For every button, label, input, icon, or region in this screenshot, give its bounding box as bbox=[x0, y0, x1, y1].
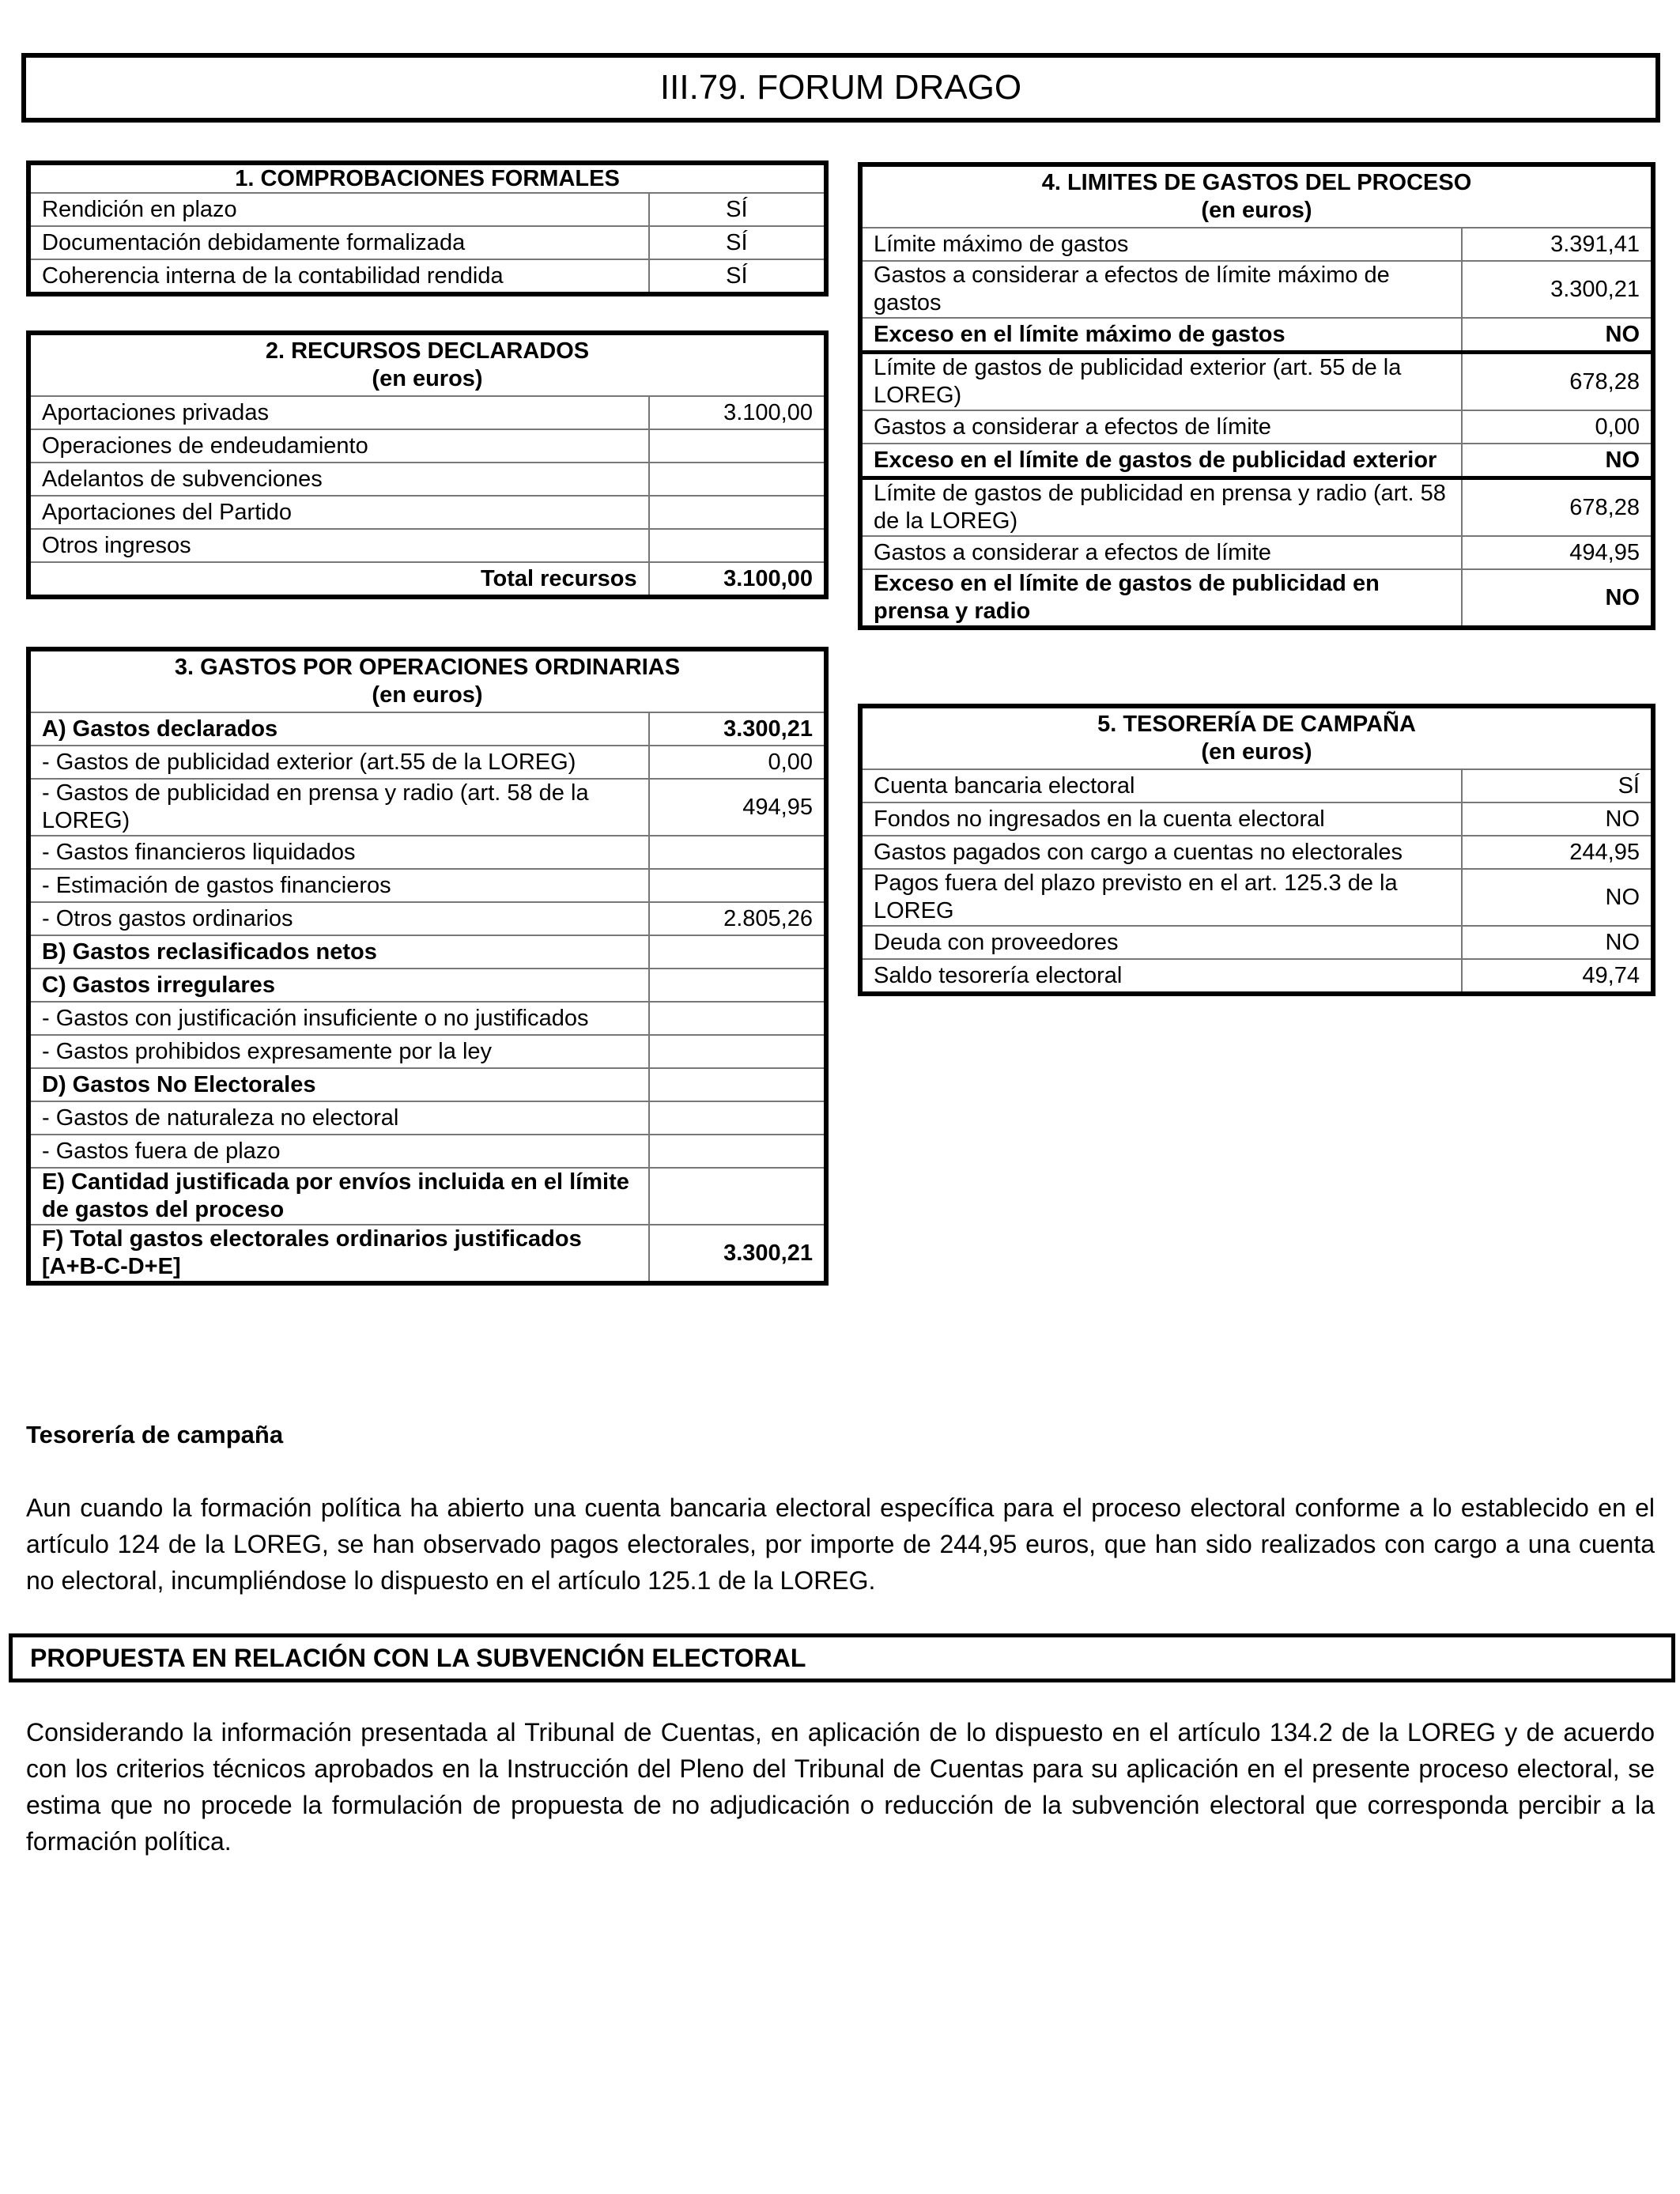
section-3-heading: 3. GASTOS POR OPERACIONES ORDINARIAS (en euros) bbox=[28, 649, 826, 712]
table-row: - Gastos fuera de plazo bbox=[28, 1135, 826, 1168]
section-2-heading: 2. RECURSOS DECLARADOS (en euros) bbox=[28, 333, 826, 396]
table-row: F) Total gastos electorales ordinarios justificados [A+B-C-D+E] 3.300,21 bbox=[28, 1225, 826, 1283]
table-row: Gastos a considerar a efectos de límite máximo de gastos 3.300,21 bbox=[860, 261, 1653, 318]
recursos-declarados-table bbox=[26, 330, 829, 599]
tesoreria-campana-table bbox=[858, 704, 1655, 996]
section-5-heading: 5. TESORERÍA DE CAMPAÑA (en euros) bbox=[860, 706, 1653, 769]
page-title: III.79. FORUM DRAGO bbox=[21, 53, 1660, 123]
table-row: Gastos a considerar a efectos de límite 0,00 bbox=[860, 410, 1653, 444]
table-row: - Gastos financieros liquidados bbox=[28, 836, 826, 869]
table-row: Límite de gastos de publicidad en prensa y radio (art. 58 de la LOREG) 678,28 bbox=[860, 478, 1653, 537]
limites-gastos-table bbox=[858, 162, 1655, 630]
table-row: B) Gastos reclasificados netos bbox=[28, 935, 826, 969]
table-row: - Otros gastos ordinarios 2.805,26 bbox=[28, 902, 826, 935]
table-row: - Gastos de publicidad en prensa y radio (art. 58 de la LOREG) 494,95 bbox=[28, 779, 826, 836]
table-row: Gastos pagados con cargo a cuentas no electorales 244,95 bbox=[860, 836, 1653, 869]
table-row: Documentación debidamente formalizada SÍ bbox=[28, 226, 826, 259]
table-row: - Estimación de gastos financieros bbox=[28, 869, 826, 902]
table-row: Deuda con proveedores NO bbox=[860, 926, 1653, 959]
table-row: E) Cantidad justificada por envíos incluida en el límite de gastos del proceso bbox=[28, 1168, 826, 1225]
table-row: Adelantos de subvenciones bbox=[28, 463, 826, 496]
table-row: Saldo tesorería electoral 49,74 bbox=[860, 959, 1653, 994]
table-row: - Gastos con justificación insuficiente o no justificados bbox=[28, 1002, 826, 1035]
table-row: Gastos a considerar a efectos de límite 494,95 bbox=[860, 536, 1653, 569]
section-1-heading: 1. COMPROBACIONES FORMALES bbox=[28, 163, 826, 193]
table-row: A) Gastos declarados 3.300,21 bbox=[28, 712, 826, 746]
table-row: - Gastos de naturaleza no electoral bbox=[28, 1101, 826, 1135]
table-row: Exceso en el límite de gastos de publicidad en prensa y radio NO bbox=[860, 569, 1653, 628]
table-row: Otros ingresos bbox=[28, 529, 826, 562]
table-row: D) Gastos No Electorales bbox=[28, 1068, 826, 1101]
table-row: Fondos no ingresados en la cuenta electoral NO bbox=[860, 802, 1653, 836]
tesoreria-paragraph: Aun cuando la formación política ha abierto una cuenta bancaria electoral específica para el proceso electoral conforme a lo establecido en el artículo 124 de la LOREG, se han observado pagos electorales, por importe de 244,95 euros, que han sido realizados con cargo a una cuenta no electoral, incumpliéndose lo dispuesto en el artículo 125.1 de la LOREG. bbox=[26, 1494, 1655, 1595]
table-row: Coherencia interna de la contabilidad rendida SÍ bbox=[28, 259, 826, 294]
table-row: Aportaciones del Partido bbox=[28, 496, 826, 529]
table-row: Exceso en el límite de gastos de publicidad exterior NO bbox=[860, 444, 1653, 478]
comprobaciones-formales-table bbox=[26, 160, 829, 296]
tesoreria-heading: Tesorería de campaña bbox=[26, 1421, 284, 1448]
table-row: Límite de gastos de publicidad exterior (art. 55 de la LOREG) 678,28 bbox=[860, 353, 1653, 411]
propuesta-heading: PROPUESTA EN RELACIÓN CON LA SUBVENCIÓN ELECTORAL bbox=[9, 1633, 1675, 1682]
table-row: C) Gastos irregulares bbox=[28, 969, 826, 1002]
section-4-heading: 4. LIMITES DE GASTOS DEL PROCESO (en euros) bbox=[860, 164, 1653, 228]
propuesta-paragraph: Considerando la información presentada al Tribunal de Cuentas, en aplicación de lo dispuesto en el artículo 134.2 de la LOREG y de acuerdo con los criterios técnicos aprobados en la Instrucción del Pleno del Tribunal de Cuentas para su aplicación en el presente proceso electoral, se estima que no procede la formulación de propuesta de no adjudicación o reducción de la subvención electoral que corresponda percibir a la formación política. bbox=[26, 1718, 1655, 1856]
table-row: Cuenta bancaria electoral SÍ bbox=[860, 769, 1653, 802]
table-row: - Gastos prohibidos expresamente por la ley bbox=[28, 1035, 826, 1068]
table-row: Exceso en el límite máximo de gastos NO bbox=[860, 318, 1653, 353]
table-row: Aportaciones privadas 3.100,00 bbox=[28, 396, 826, 429]
total-row: Total recursos 3.100,00 bbox=[28, 562, 826, 597]
table-row: Operaciones de endeudamiento bbox=[28, 429, 826, 463]
table-row: Rendición en plazo SÍ bbox=[28, 193, 826, 226]
table-row: Pagos fuera del plazo previsto en el art. 125.3 de la LOREG NO bbox=[860, 869, 1653, 926]
gastos-ordinarios-table bbox=[26, 647, 829, 1286]
table-row: - Gastos de publicidad exterior (art.55 de la LOREG) 0,00 bbox=[28, 746, 826, 779]
table-row: Límite máximo de gastos 3.391,41 bbox=[860, 228, 1653, 261]
